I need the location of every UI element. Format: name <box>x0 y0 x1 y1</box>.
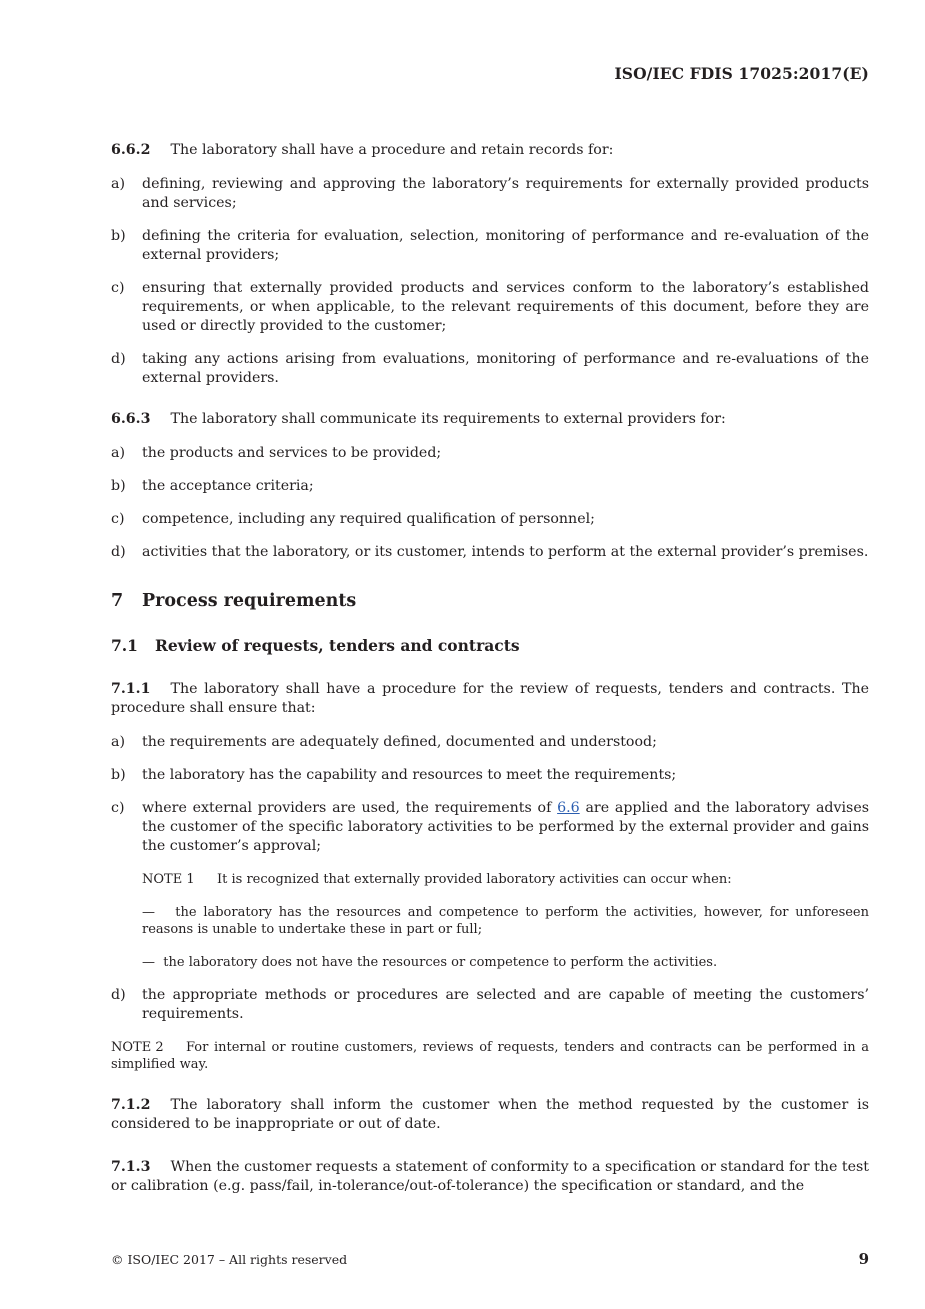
clause-text: The laboratory shall communicate its requirements to external providers for: <box>170 411 726 427</box>
list-text: taking any actions arising from evaluations, monitoring of performance and re-evaluations of the external providers. <box>142 351 869 386</box>
clause-text: The laboratory shall have a procedure for the review of requests, tenders and contracts. The procedure shall ensure that: <box>111 681 869 716</box>
clause-7-1-3 <box>111 1158 869 1196</box>
list-label: d) <box>111 351 126 367</box>
list-text: defining the criteria for evaluation, selection, monitoring of performance and re-evaluation of the external providers; <box>142 228 869 263</box>
note-label: NOTE 1 <box>142 872 195 887</box>
dash-glyph: — <box>142 955 155 970</box>
list-item <box>111 175 869 213</box>
note-text: It is recognized that externally provided laboratory activities can occur when: <box>217 872 732 887</box>
list-item <box>111 279 869 336</box>
copyright-footer: © ISO/IEC 2017 – All rights reserved <box>111 1252 348 1267</box>
list-text: competence, including any required qualification of personnel; <box>142 511 595 527</box>
list-text: activities that the laboratory, or its customer, intends to perform at the external provider’s premises. <box>142 544 869 560</box>
list-item <box>111 227 869 265</box>
heading-number: 7.1 <box>111 636 138 655</box>
list-text: the acceptance criteria; <box>142 478 314 494</box>
clause-text: The laboratory shall have a procedure and retain records for: <box>170 142 614 158</box>
dash-glyph: — <box>142 905 155 920</box>
list-text: ensuring that externally provided products and services conform to the laboratory’s established requirements, or when applicable, to the relevant requirements of this document, before they are used or directly provided to the customer; <box>142 280 869 334</box>
heading-title: Review of requests, tenders and contracts <box>155 636 520 655</box>
clause-number: 6.6.2 <box>111 142 151 158</box>
list-text: the appropriate methods or procedures are selected and are capable of meeting the customers’ requirements. <box>142 987 869 1022</box>
clause-number: 6.6.3 <box>111 411 151 427</box>
list-label: c) <box>111 280 125 296</box>
list-label: d) <box>111 987 126 1003</box>
clause-number: 7.1.2 <box>111 1097 151 1113</box>
clause-reference-link[interactable]: 6.6 <box>557 800 580 816</box>
list-label: a) <box>111 734 125 750</box>
list-text: defining, reviewing and approving the laboratory’s requirements for externally provided products and services; <box>142 176 869 211</box>
note-2 <box>111 1039 869 1073</box>
dash-text: the laboratory has the resources and competence to perform the activities, however, for unforeseen reasons is unable to undertake these in part or full; <box>142 905 869 937</box>
list-label: b) <box>111 767 126 783</box>
list-label: b) <box>111 228 126 244</box>
list-text-after: are applied and the laboratory advises the customer of the specific laboratory activities to be performed by the external provider and gains the customer’s approval; <box>142 800 870 854</box>
list-text: the requirements are adequately defined, documented and understood; <box>142 734 657 750</box>
clause-7-1-heading <box>111 636 869 656</box>
list-item <box>111 444 869 463</box>
clause-text: When the customer requests a statement of conformity to a specification or standard for the test or calibration (e.g. pass/fail, in-tolerance/out-of-tolerance) the specification or standard, and the <box>111 1159 869 1194</box>
list-label: b) <box>111 478 126 494</box>
clause-number: 7.1.3 <box>111 1159 151 1175</box>
list-text: the products and services to be provided; <box>142 445 442 461</box>
page-number: 9 <box>858 1250 869 1268</box>
note-dash-item <box>142 904 869 938</box>
clause-text: The laboratory shall inform the customer when the method requested by the customer is considered to be inappropriate or out of date. <box>111 1097 869 1132</box>
list-label: c) <box>111 800 125 816</box>
list-item <box>111 733 869 752</box>
clause-7-1-2 <box>111 1096 869 1134</box>
note-1 <box>142 871 869 888</box>
clause-6-6-2-intro <box>111 141 869 160</box>
list-item <box>111 799 869 856</box>
dash-text: the laboratory does not have the resources or competence to perform the activities. <box>163 955 718 970</box>
heading-number: 7 <box>111 591 124 611</box>
heading-title: Process requirements <box>142 591 357 611</box>
list-label: a) <box>111 176 125 192</box>
document-id-header: ISO/IEC FDIS 17025:2017(E) <box>614 64 869 83</box>
note-text: For internal or routine customers, reviews of requests, tenders and contracts can be performed in a simplified way. <box>111 1040 869 1072</box>
list-label: a) <box>111 445 125 461</box>
list-label: d) <box>111 544 126 560</box>
page-content <box>111 141 869 1196</box>
clause-7-heading <box>111 590 869 612</box>
list-text: the laboratory has the capability and resources to meet the requirements; <box>142 767 677 783</box>
clause-7-1-1-intro <box>111 680 869 718</box>
list-item <box>111 543 869 562</box>
list-item <box>111 510 869 529</box>
list-label: c) <box>111 511 125 527</box>
clause-number: 7.1.1 <box>111 681 151 697</box>
list-item <box>111 766 869 785</box>
list-text-before: where external providers are used, the requirements of <box>142 800 558 816</box>
list-item <box>111 350 869 388</box>
list-item <box>111 986 869 1024</box>
clause-6-6-3-intro <box>111 410 869 429</box>
list-item <box>111 477 869 496</box>
note-dash-item <box>142 954 869 971</box>
note-label: NOTE 2 <box>111 1040 164 1055</box>
